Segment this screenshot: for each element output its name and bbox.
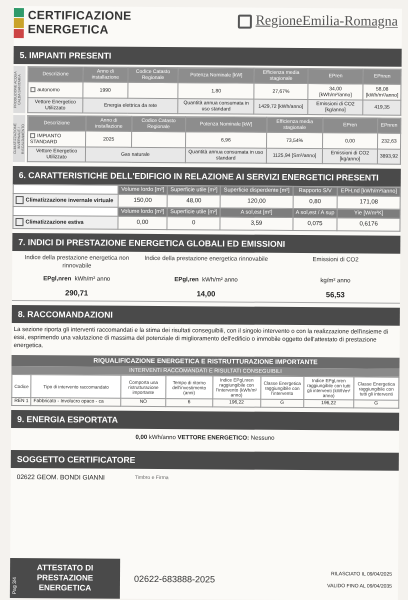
col-head: Superficie disperdente [m²] bbox=[221, 186, 293, 196]
section6-title: 6. CARATTERISTICHE DELL'EDIFICIO IN RELAZIONE AI SERVIZI ENERGETICI PRESENTI bbox=[13, 166, 401, 187]
cell: Vettore Energetico Utilizzato bbox=[28, 98, 83, 113]
row-label: Climatizzazione invernale virtuale bbox=[25, 197, 114, 205]
index-nren bbox=[12, 251, 142, 301]
col-head: A sol,est [m²] bbox=[220, 208, 292, 218]
cooling-icon bbox=[15, 218, 23, 226]
cell: 1125,94 [Sm³/anno] bbox=[266, 148, 322, 163]
cell bbox=[132, 131, 186, 147]
col-head: Descrizione bbox=[28, 116, 86, 131]
cell-unit: [kWh/m²/anno] bbox=[365, 91, 399, 99]
cell: autonomo bbox=[37, 86, 60, 93]
cell: G bbox=[354, 400, 399, 408]
cell: 6 bbox=[166, 399, 213, 407]
certifier-title: SOGGETTO CERTIFICATORE bbox=[11, 450, 399, 471]
cell: 0 bbox=[167, 217, 220, 230]
acs-block bbox=[13, 66, 401, 116]
index-title: Indice della prestazione energetica rinnovabile bbox=[144, 255, 268, 263]
requalification-subbanner: INTERVENTI RACCOMANDATI E RISULTATI CONSEGUIBILI bbox=[11, 366, 399, 377]
col-head: Yie [W/m²K] bbox=[337, 209, 400, 218]
col-head: Tempo di ritorno dell'investimento (anni) bbox=[166, 376, 213, 399]
doc-title-line2: ENERGETICA bbox=[27, 22, 109, 37]
index-value: 290,71 bbox=[65, 288, 89, 298]
heating-table bbox=[27, 115, 401, 165]
signature-label: Timbro e Firma bbox=[134, 474, 169, 482]
acs-side-label: PRODUZIONE ACQUA CALDA SANITARIA bbox=[13, 66, 25, 113]
page-header bbox=[14, 6, 402, 45]
col-head: Superficie utile [m²] bbox=[167, 186, 220, 195]
page-number: Pag 3/4 bbox=[11, 576, 19, 595]
cell: 232,63 bbox=[377, 133, 400, 149]
cell: 2025 bbox=[86, 131, 132, 147]
section9-title: 9. ENERGIA ESPORTATA bbox=[11, 410, 399, 431]
col-head: Classe Energetica raggiungibile con l'intervento bbox=[261, 376, 304, 399]
col-head: Codice Catasto Regionale bbox=[132, 116, 186, 131]
index-unit: kWh/m² anno bbox=[202, 277, 238, 284]
cell: Energia elettrica da rete bbox=[83, 98, 178, 114]
cell: 150,00 bbox=[118, 194, 167, 207]
logo-icon bbox=[14, 8, 24, 38]
footer-label bbox=[10, 558, 120, 599]
cell: Vettore Energetico Utilizzato bbox=[27, 147, 85, 162]
certifier-name: 02622 GEOM. BONDI GIANNI bbox=[16, 474, 105, 482]
index-title: Indice della prestazione energetica non rinnovabile bbox=[24, 255, 130, 270]
col-head: EPH,nd [kWh/m²/anno] bbox=[338, 187, 401, 196]
col-head: EPren bbox=[308, 69, 364, 84]
section5-title: 5. IMPIANTI PRESENTI bbox=[14, 46, 402, 67]
recommendations-table bbox=[11, 374, 399, 409]
heating-icon bbox=[16, 196, 24, 204]
col-head: Classe Energetica raggiungibile con tutti gli interventi bbox=[354, 377, 399, 400]
cell: 48,00 bbox=[167, 195, 220, 208]
index-title: Emissioni di CO2 bbox=[312, 257, 359, 264]
cell: 6,96 bbox=[185, 132, 267, 149]
cell: Quantità annua consumata in uso standard bbox=[178, 99, 254, 115]
col-head: Comporta una ristrutturazione importante bbox=[121, 375, 166, 398]
vector-value: Nessuno bbox=[250, 435, 275, 442]
cell: Emissioni di CO2 [kg/anno] bbox=[308, 100, 364, 115]
issued-date: RILASCIATO IL 09/04/2025 bbox=[330, 571, 393, 578]
col-head: Volume lordo [m³] bbox=[118, 185, 167, 194]
index-ren bbox=[141, 252, 271, 302]
acs-table bbox=[27, 66, 401, 116]
exported-unit: kWh/anno bbox=[148, 434, 176, 442]
index-co2 bbox=[271, 253, 401, 303]
building-table bbox=[12, 184, 400, 232]
index-unit: kWh/m² anno bbox=[74, 276, 111, 283]
index-symbol: EPgl,nren bbox=[43, 276, 72, 283]
region-name: RegioneEmilia-Romagna bbox=[255, 13, 398, 30]
doc-title-line1: CERTIFICAZIONE bbox=[27, 8, 132, 23]
cell: 1990 bbox=[83, 82, 128, 98]
col-head: EPnren bbox=[377, 118, 400, 133]
cell: Fabbricato - Involucro opaco - ca bbox=[31, 398, 121, 407]
index-symbol: EPgl,ren bbox=[174, 277, 199, 284]
cell: REN 1 bbox=[12, 397, 31, 405]
cell: IMPIANTO STANDARD bbox=[30, 132, 62, 145]
cell: 3,59 bbox=[220, 217, 292, 231]
cell: G bbox=[260, 399, 303, 407]
cell: 419,35 bbox=[363, 100, 401, 115]
heating-block bbox=[13, 115, 401, 165]
footer-label-line2: PRESTAZIONE ENERGETICA bbox=[36, 573, 94, 593]
heating-side-label: CLIMATIZZAZIONE INVERNALE / RISCALDAMENTO bbox=[13, 115, 25, 162]
vector-label: VETTORE ENERGETICO: bbox=[177, 435, 250, 442]
section7-title: 7. INDICI DI PRESTAZIONE ENERGETICA GLOBALI ED EMISSIONI bbox=[12, 233, 400, 254]
col-head: Potenza Nominale [kW] bbox=[185, 117, 267, 133]
index-value: 56,53 bbox=[325, 290, 345, 300]
cell bbox=[308, 84, 364, 100]
cell: 0,00 bbox=[323, 133, 378, 149]
cell: 120,00 bbox=[220, 195, 292, 209]
col-head: Superficie utile [m²] bbox=[167, 208, 220, 217]
cell: 3893,92 bbox=[377, 149, 400, 164]
col-head: Potenza Nominale [kW] bbox=[178, 68, 254, 84]
col-head: Anno di installazione bbox=[86, 116, 132, 131]
cell-value: 34,00 bbox=[329, 85, 342, 92]
cell bbox=[127, 82, 178, 98]
cell: 196,22 bbox=[212, 399, 260, 407]
col-head: Efficienza media stagionale bbox=[254, 68, 308, 83]
col-head: EPren bbox=[323, 118, 378, 133]
index-unit: kg/m² anno bbox=[320, 278, 351, 285]
cell: 0,00 bbox=[118, 216, 167, 229]
exported-energy bbox=[11, 428, 399, 449]
cell: NO bbox=[121, 398, 166, 406]
region-mark-icon bbox=[238, 15, 252, 29]
cell: Gas naturale bbox=[86, 147, 186, 163]
cell: 27,67% bbox=[254, 83, 308, 99]
recommendations-text: La sezione riporta gli interventi raccomandati e la stima dei risultati conseguibili, con il singolo intervento o con la realizzazione dell'insieme di essi, esprimendo una valutazione di massima del potenziale di miglioramento dell'edificio o immobile oggetto dell'attestato di prestazione energetica. bbox=[13, 327, 389, 350]
footer-label-line1: ATTESTATO DI bbox=[36, 563, 94, 573]
col-head: Descrizione bbox=[28, 67, 83, 82]
col-head: Indice EPgl,nren raggiungibile con l'intervento (kWh/m² anno) bbox=[213, 376, 261, 399]
requalification-banner: RIQUALIFICAZIONE ENERGETICA E RISTRUTTURAZIONE IMPORTANTE bbox=[11, 355, 399, 369]
cell: 1429,72 [kWh/anno] bbox=[254, 99, 308, 114]
section8-title: 8. RACCOMANDAZIONI bbox=[12, 305, 400, 326]
row-label: Climatizzazione estiva bbox=[25, 219, 84, 226]
cell: 0,075 bbox=[293, 217, 338, 230]
col-head: EPnren bbox=[363, 69, 401, 84]
col-head: Anno di installazione bbox=[83, 67, 128, 82]
global-indices bbox=[12, 251, 400, 304]
col-head: Efficienza media stagionale bbox=[267, 117, 323, 132]
index-value: 14,00 bbox=[196, 289, 216, 299]
col-head: Codice Catasto Regionale bbox=[128, 67, 179, 82]
cell-value: 58,08 bbox=[375, 86, 389, 93]
cell: 73,54% bbox=[267, 132, 323, 148]
col-head: Tipo di intervento raccomandato bbox=[31, 375, 121, 399]
region-logo bbox=[238, 14, 398, 31]
cell: 0,80 bbox=[293, 195, 338, 208]
cell bbox=[363, 84, 401, 100]
col-head: Volume lordo [m³] bbox=[118, 207, 167, 216]
checkbox-icon bbox=[30, 133, 35, 138]
certifier-info bbox=[11, 468, 399, 490]
cell: 1,80 bbox=[178, 83, 254, 100]
cell: 171,08 bbox=[337, 196, 400, 209]
col-head: Indice EPgl,nren raggiungibile con tutti gli interventi (kWh/m² anno) bbox=[304, 377, 354, 400]
page-footer bbox=[10, 558, 398, 600]
doc-title bbox=[28, 8, 132, 37]
col-head: Codice bbox=[12, 374, 31, 397]
checkbox-icon bbox=[30, 87, 35, 92]
exported-value: 0,00 bbox=[135, 434, 148, 441]
valid-until-date: VALIDO FINO AL 09/04/2035 bbox=[327, 583, 392, 590]
validity-dates bbox=[327, 568, 392, 592]
certificate-code: 02622-683888-2025 bbox=[133, 573, 216, 585]
cell: Emissioni di CO2 [kg/anno] bbox=[322, 149, 377, 164]
cell-unit: [kWh/m²/anno] bbox=[319, 91, 352, 98]
cell: 196,22 bbox=[304, 400, 354, 408]
certificate-page bbox=[10, 6, 402, 600]
col-head: Rapporto S/V bbox=[293, 186, 338, 195]
cell: Quantità annua consumata in uso standard bbox=[185, 148, 267, 164]
col-head: A sol,est / A sup bbox=[293, 208, 338, 217]
cell: 0,6176 bbox=[337, 218, 400, 231]
